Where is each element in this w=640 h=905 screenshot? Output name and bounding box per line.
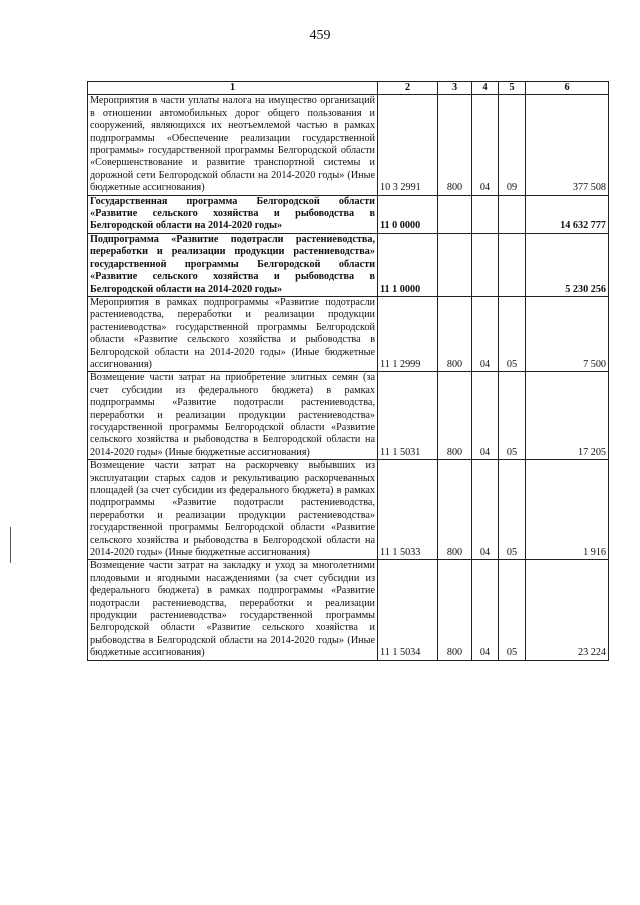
column-header: 1 <box>88 82 378 95</box>
amount: 17 205 <box>526 372 609 460</box>
expense-type: 800 <box>438 95 472 195</box>
section: 04 <box>472 460 499 560</box>
target-code: 10 3 2991 <box>378 95 438 195</box>
amount: 1 916 <box>526 460 609 560</box>
expense-type: 800 <box>438 296 472 371</box>
subsection: 05 <box>499 460 526 560</box>
expense-type <box>438 195 472 233</box>
row-description: Мероприятия в части уплаты налога на имущество организаций в отношении автомобильных дорог общего пользования и сооружений, являющихся их неотъемлемой частью в рамках подпрограммы «Обеспечение реализации государственной программы» государственной программы Белгородской области «Совершенствование и развитие транспортной системы и дорожной сети Белгородской области на 2014-2020 годы» (Иные бюджетные ассигнования) <box>88 95 378 195</box>
table-row <box>88 560 609 660</box>
table-row <box>88 296 609 371</box>
table-row <box>88 195 609 233</box>
target-code: 11 1 5033 <box>378 460 438 560</box>
table-row <box>88 372 609 460</box>
amount: 377 508 <box>526 95 609 195</box>
expense-type: 800 <box>438 372 472 460</box>
section: 04 <box>472 560 499 660</box>
amount: 5 230 256 <box>526 233 609 296</box>
subsection: 05 <box>499 372 526 460</box>
subsection: 05 <box>499 560 526 660</box>
expense-type: 800 <box>438 560 472 660</box>
row-description: Возмещение части затрат на закладку и уход за многолетними плодовыми и ягодными насаждениями (за счет субсидии из федерального бюджета) в рамках подпрограммы «Развитие подотрасли растениеводства, переработки и реализации продукции растениеводства» государственной программы Белгородской области «Развитие сельского хозяйства и рыбоводства в Белгородской области на 2014-2020 годы» (Иные бюджетные ассигнования) <box>88 560 378 660</box>
amount: 7 500 <box>526 296 609 371</box>
subsection: 05 <box>499 296 526 371</box>
row-description: Мероприятия в рамках подпрограммы «Развитие подотрасли растениеводства, переработки и реализации продукции растениеводства» государственной программы Белгородской области «Развитие сельского хозяйства и рыбоводства в Белгородской области на 2014-2020 годы» (Иные бюджетные ассигнования) <box>88 296 378 371</box>
subsection: 09 <box>499 95 526 195</box>
expense-type <box>438 233 472 296</box>
section <box>472 233 499 296</box>
expense-type: 800 <box>438 460 472 560</box>
column-header: 4 <box>472 82 499 95</box>
column-header: 3 <box>438 82 472 95</box>
table-row <box>88 95 609 195</box>
subsection <box>499 195 526 233</box>
table-row <box>88 460 609 560</box>
target-code: 11 1 5034 <box>378 560 438 660</box>
target-code: 11 1 5031 <box>378 372 438 460</box>
target-code: 11 0 0000 <box>378 195 438 233</box>
section <box>472 195 499 233</box>
header-row <box>88 82 609 95</box>
margin-mark <box>10 527 11 563</box>
table-row <box>88 233 609 296</box>
row-description: Подпрограмма «Развитие подотрасли растениеводства, переработки и реализации продукции растениеводства» государственной программы Белгородской области «Развитие сельского хозяйства и рыбоводства в Белгородской области на 2014-2020 годы» <box>88 233 378 296</box>
target-code: 11 1 2999 <box>378 296 438 371</box>
section: 04 <box>472 372 499 460</box>
amount: 14 632 777 <box>526 195 609 233</box>
table-body <box>88 95 609 660</box>
column-header: 5 <box>499 82 526 95</box>
target-code: 11 1 0000 <box>378 233 438 296</box>
row-description: Государственная программа Белгородской области «Развитие сельского хозяйства и рыбоводства в Белгородской области на 2014-2020 годы» <box>88 195 378 233</box>
row-description: Возмещение части затрат на раскорчевку выбывших из эксплуатации старых садов и рекультивацию раскорчеванных площадей (за счет субсидии из федерального бюджета) в рамках подпрограммы «Развитие подотрасли растениеводства, переработки и реализации продукции растениеводства» государственной программы Белгородской области «Развитие сельского хозяйства и рыбоводства в Белгородской области на 2014-2020 годы» (Иные бюджетные ассигнования) <box>88 460 378 560</box>
section: 04 <box>472 296 499 371</box>
page-number: 459 <box>309 28 331 43</box>
subsection <box>499 233 526 296</box>
budget-table <box>87 81 609 661</box>
row-description: Возмещение части затрат на приобретение элитных семян (за счет субсидии из федерального бюджета) в рамках подпрограммы «Развитие подотрасли растениеводства, переработки и реализации продукции растениеводства» государственной программы Белгородской области «Развитие сельского хозяйства и рыбоводства в Белгородской области на 2014-2020 годы» (Иные бюджетные ассигнования) <box>88 372 378 460</box>
section: 04 <box>472 95 499 195</box>
column-header: 2 <box>378 82 438 95</box>
column-header: 6 <box>526 82 609 95</box>
amount: 23 224 <box>526 560 609 660</box>
